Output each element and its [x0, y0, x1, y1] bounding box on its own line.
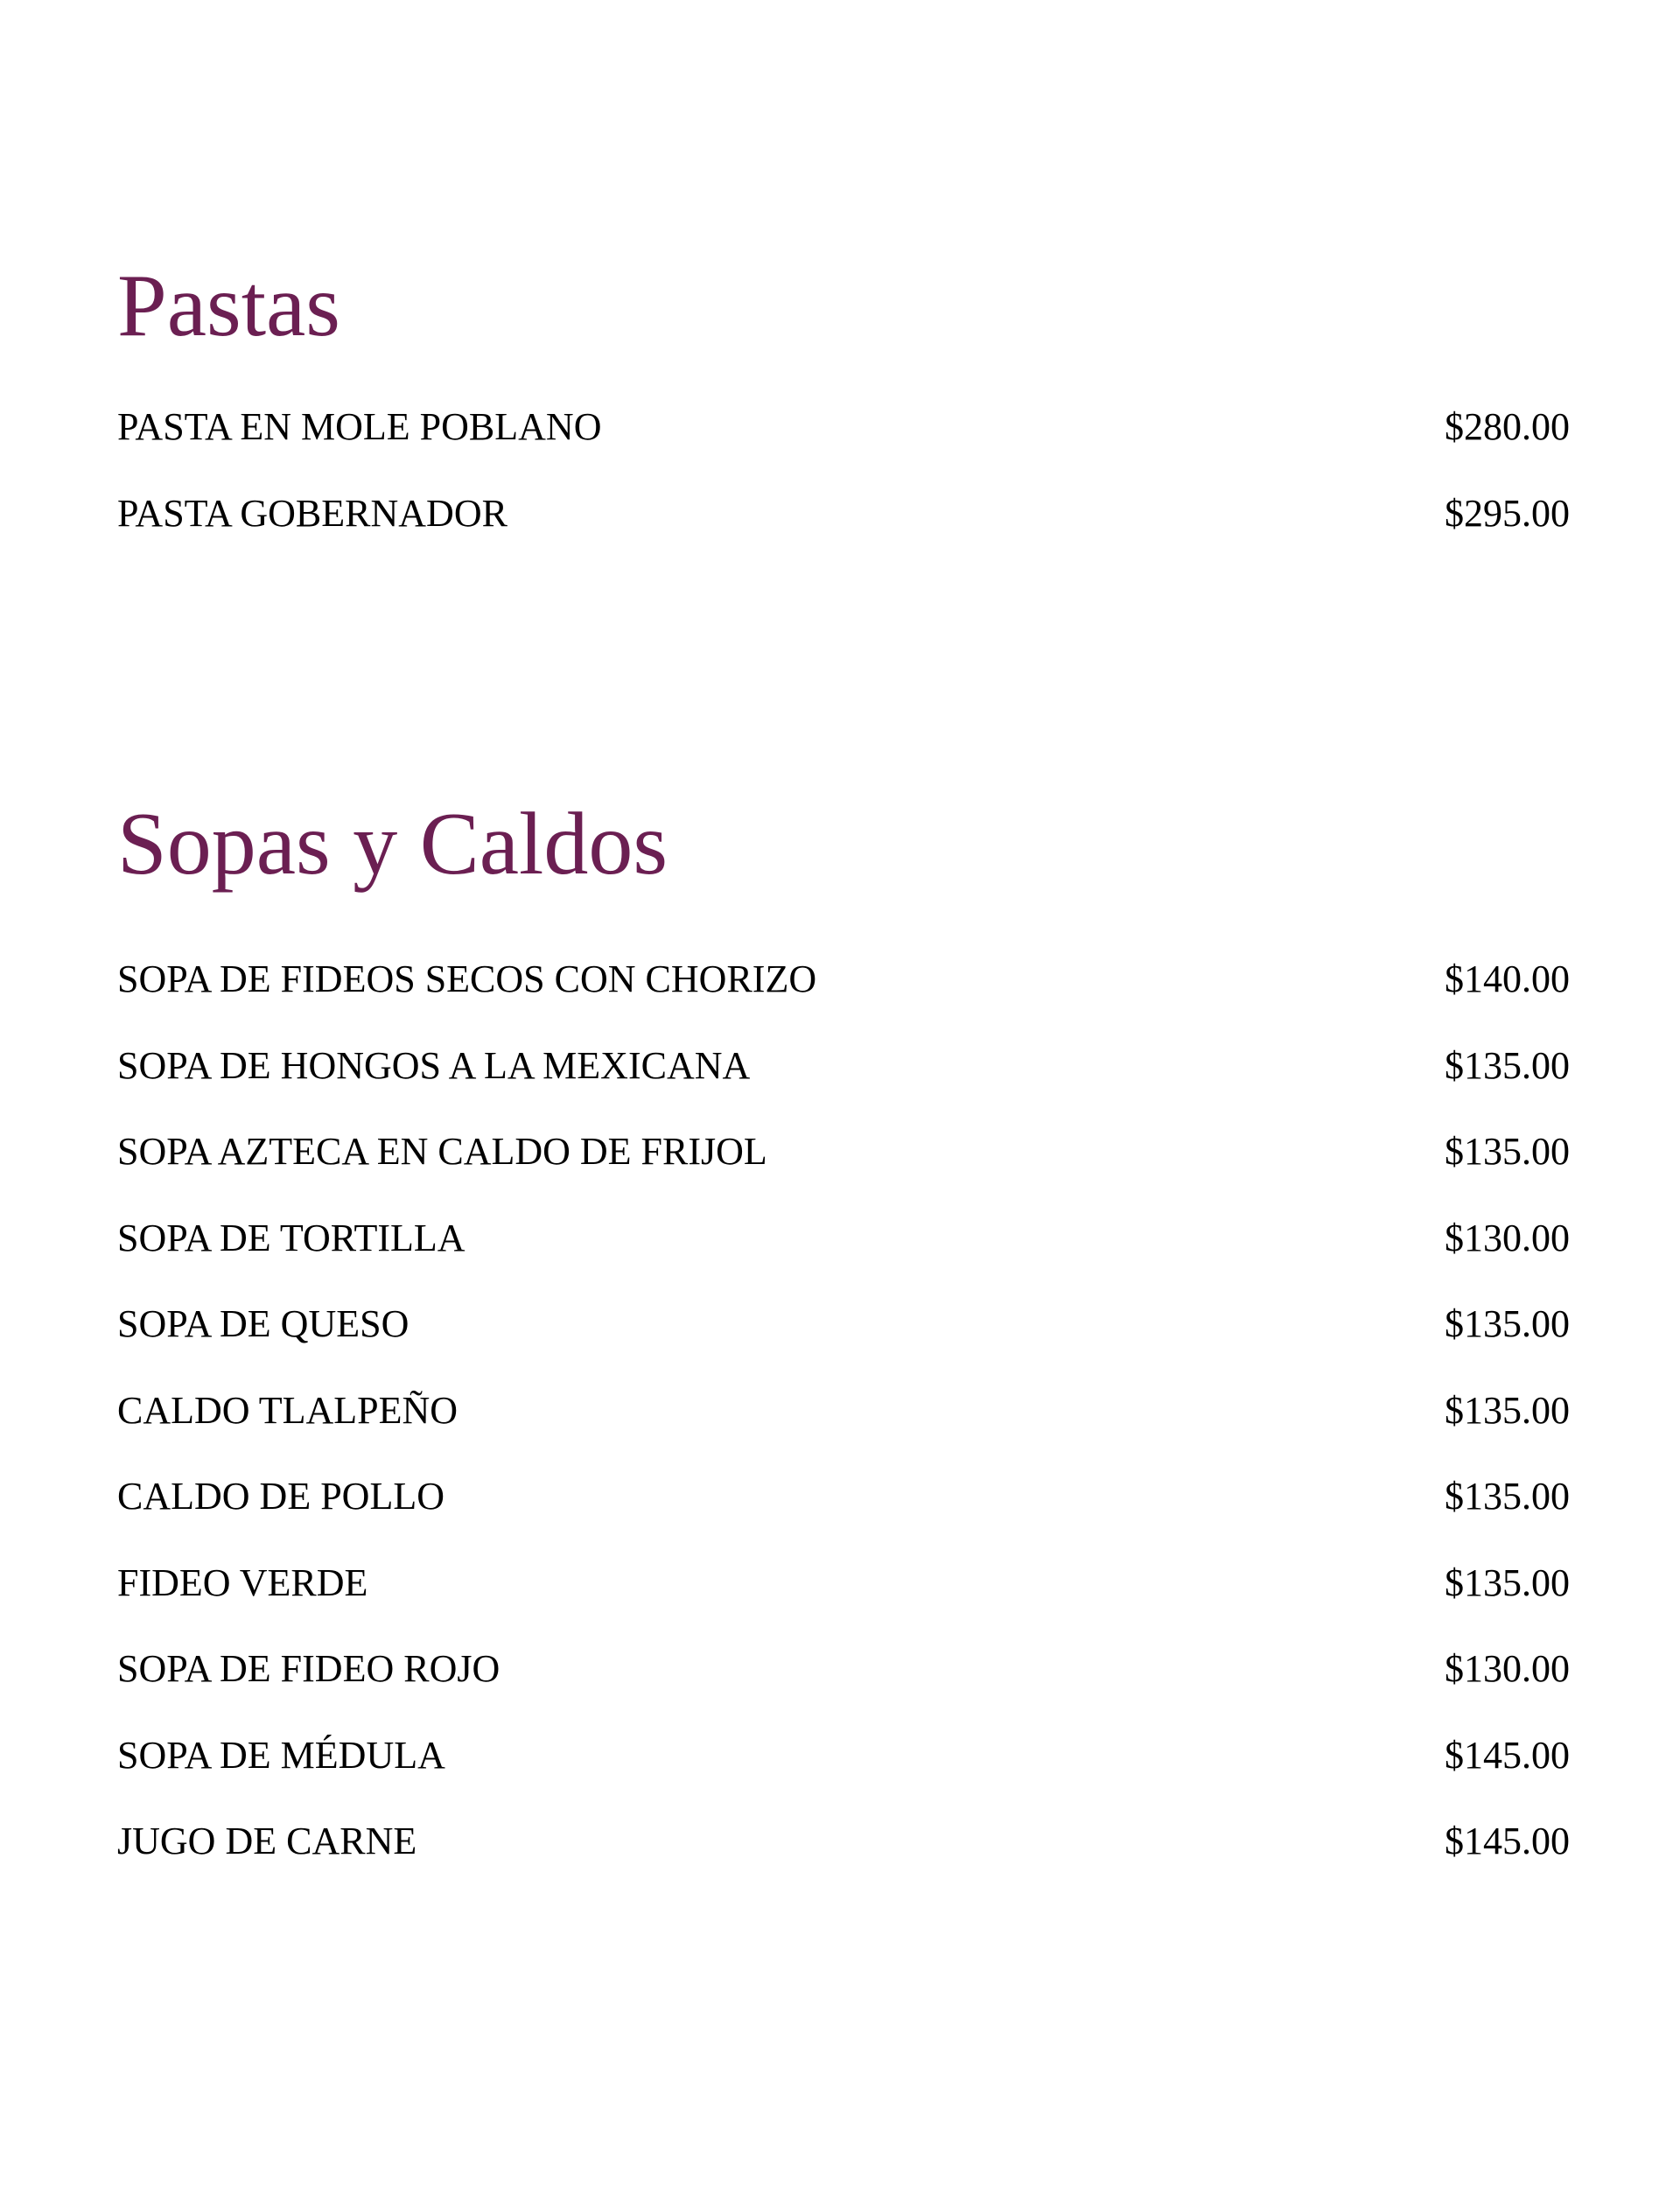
menu-item-name: SOPA DE TORTILLA: [117, 1216, 466, 1259]
menu-item-price: $145.00: [1445, 1820, 1570, 1862]
section-sopas-y-caldos: [117, 792, 1570, 1905]
menu-item: [117, 1819, 1570, 1905]
menu-item-price: $280.00: [1445, 405, 1570, 448]
menu-item-price: $135.00: [1445, 1560, 1570, 1604]
menu-item-name: SOPA AZTECA EN CALDO DE FRIJOL: [117, 1130, 767, 1173]
menu-item: [117, 491, 1570, 578]
menu-item: [117, 1301, 1570, 1388]
menu-item-price: $295.00: [1445, 491, 1570, 535]
section-title: Pastas: [117, 256, 340, 355]
menu-item: [117, 1216, 1570, 1302]
menu-item-name: CALDO DE POLLO: [117, 1475, 444, 1518]
section-pastas: [117, 254, 1570, 577]
menu-item-price: $135.00: [1445, 1130, 1570, 1173]
menu-item: [117, 1560, 1570, 1647]
menu-item-price: $135.00: [1445, 1043, 1570, 1087]
menu-item-name: PASTA EN MOLE POBLANO: [117, 405, 602, 448]
menu-item: [117, 1733, 1570, 1820]
menu-item-name: SOPA DE FIDEO ROJO: [117, 1647, 500, 1690]
menu-item: [117, 1388, 1570, 1475]
menu-item: [117, 957, 1570, 1043]
menu-item: [117, 1474, 1570, 1560]
menu-item-name: SOPA DE QUESO: [117, 1302, 410, 1345]
menu-item-list: [117, 404, 1570, 577]
section-title: Sopas y Caldos: [117, 795, 668, 894]
menu-item-price: $135.00: [1445, 1388, 1570, 1432]
menu-item-price: $130.00: [1445, 1216, 1570, 1259]
menu-item: [117, 1043, 1570, 1130]
menu-item-list: [117, 957, 1570, 1905]
menu-item-name: PASTA GOBERNADOR: [117, 491, 508, 535]
menu-item-name: FIDEO VERDE: [117, 1560, 368, 1604]
menu-item-name: CALDO TLALPEÑO: [117, 1388, 458, 1432]
menu-item-name: SOPA DE HONGOS A LA MEXICANA: [117, 1043, 751, 1087]
menu-item-price: $130.00: [1445, 1647, 1570, 1690]
menu-item-price: $145.00: [1445, 1733, 1570, 1777]
menu-item: [117, 1129, 1570, 1216]
menu-item: [117, 1646, 1570, 1733]
menu-item-name: SOPA DE MÉDULA: [117, 1733, 445, 1777]
menu-item-name: JUGO DE CARNE: [117, 1820, 417, 1862]
menu-item: [117, 404, 1570, 491]
menu-item-price: $140.00: [1445, 957, 1570, 1000]
menu-item-price: $135.00: [1445, 1302, 1570, 1345]
menu-item-price: $135.00: [1445, 1475, 1570, 1518]
menu-item-name: SOPA DE FIDEOS SECOS CON CHORIZO: [117, 957, 817, 1000]
